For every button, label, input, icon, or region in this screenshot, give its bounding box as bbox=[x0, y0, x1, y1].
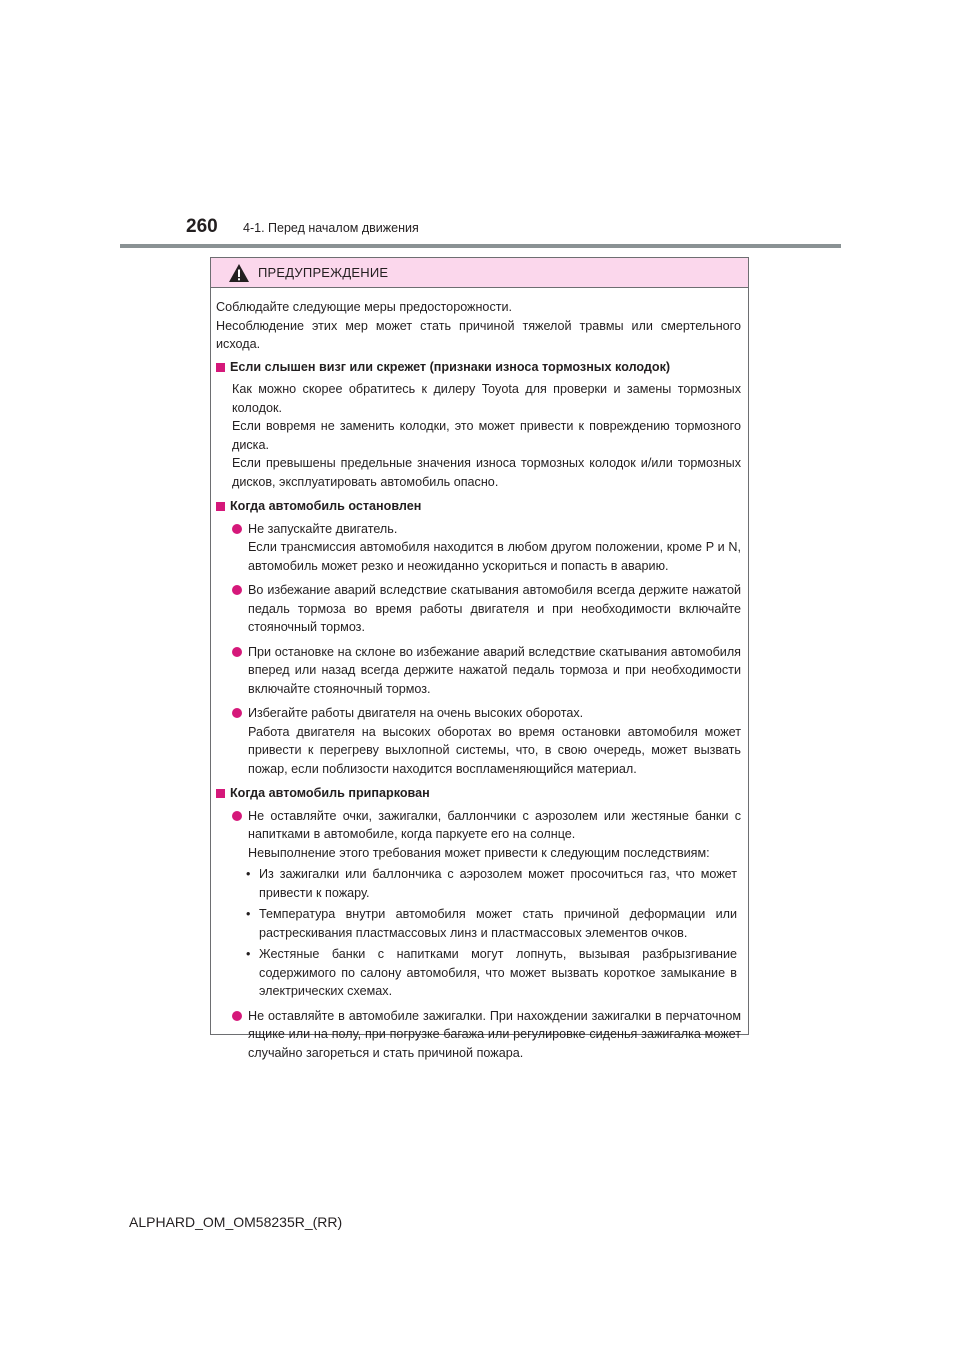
section-heading bbox=[216, 497, 741, 516]
list-item-text bbox=[248, 643, 741, 699]
header-rule bbox=[120, 244, 841, 248]
list-item-text bbox=[248, 520, 741, 576]
section-heading bbox=[216, 784, 741, 803]
intro-line: Соблюдайте следующие меры предосторожности. bbox=[216, 300, 513, 314]
section-heading-text: Когда автомобиль остановлен bbox=[230, 499, 422, 513]
paragraph: Если превышены предельные значения износа тормозных колодок и/или тормозных дисков, эксплуатировать автомобиль опасно. bbox=[232, 456, 741, 489]
paragraph: Не оставляйте очки, зажигалки, баллончики с аэрозолем или жестяные банки с напитками в автомобиле, когда паркуете его на солнце. bbox=[248, 808, 741, 841]
list-item bbox=[216, 520, 741, 576]
paragraph: Избегайте работы двигателя на очень высоких оборотах. bbox=[248, 706, 584, 720]
list-item-text bbox=[248, 1007, 741, 1063]
list-item bbox=[216, 807, 741, 863]
square-bullet-icon bbox=[216, 502, 225, 511]
intro-line: Несоблюдение этих мер может стать причиной тяжелой травмы или смертельного исхода. bbox=[216, 318, 741, 351]
paragraph: При остановке на склоне во избежание аварий вследствие скатывания автомобиля вперед или назад всегда держите нажатой педаль тормоза и при необходимости включайте стояночный тормоз. bbox=[248, 644, 741, 696]
square-bullet-icon bbox=[216, 789, 225, 798]
sub-list-item-text: Жестяные банки с напитками могут лопнуть, вызывая разбрызгивание содержимого по салону автомобиля, что может вызвать короткое замыкание в электрических схемах. bbox=[259, 947, 737, 998]
circle-bullet-icon bbox=[232, 811, 242, 821]
sub-list-item bbox=[216, 865, 741, 902]
circle-bullet-icon bbox=[232, 647, 242, 657]
list-item bbox=[216, 704, 741, 778]
paragraph: Как можно скорее обратитесь к дилеру Toyota для проверки и замены тормозных колодок. bbox=[232, 382, 741, 415]
paragraph: Не оставляйте в автомобиле зажигалки. При нахождении зажигалки в перчаточном ящике или на полу, при погрузке багажа или регулировке сиденья зажигалка может случайно загореться и стать причиной пожара. bbox=[248, 1008, 741, 1060]
circle-bullet-icon bbox=[232, 1011, 242, 1021]
section-text bbox=[216, 380, 741, 491]
section-heading-text: Если слышен визг или скрежет (признаки износа тормозных колодок) bbox=[230, 359, 671, 374]
sub-list-item bbox=[216, 945, 741, 1001]
circle-bullet-icon bbox=[232, 524, 242, 534]
circle-bullet-icon bbox=[232, 585, 242, 595]
sub-bullet-mark: • bbox=[246, 907, 251, 921]
sub-list-item-text: Температура внутри автомобиля может стать причиной деформации или растрескивания пластмассовых линз и пластмассовых элементов очков. bbox=[259, 907, 737, 940]
paragraph: Если трансмиссия автомобиля находится в любом другом положении, кроме P и N, автомобиль может резко и неожиданно ускориться и попасть в аварию. bbox=[248, 540, 741, 573]
paragraph: Если вовремя не заменить колодки, это может привести к повреждению тормозного диска. bbox=[232, 419, 741, 452]
sub-bullet-mark: • bbox=[246, 947, 251, 961]
circle-bullet-icon bbox=[232, 708, 242, 718]
paragraph: Работа двигателя на высоких оборотах во время остановки автомобиля может привести к перегреву выхлопной системы, что, в свою очередь, может вызвать пожар, если поблизости находится воспламеняющийся материал. bbox=[248, 724, 741, 776]
list-item bbox=[216, 643, 741, 699]
warning-title: ПРЕДУПРЕЖДЕНИЕ bbox=[258, 265, 389, 280]
sub-bullet-mark: • bbox=[246, 867, 251, 881]
sub-list-item-text: Из зажигалки или баллончика с аэрозолем может просочиться газ, что может привести к пожару. bbox=[259, 867, 737, 900]
section-heading-text: Когда автомобиль припаркован bbox=[230, 786, 430, 800]
paragraph: Не запускайте двигатель. bbox=[248, 521, 398, 536]
list-item bbox=[216, 581, 741, 637]
section-title: 4-1. Перед началом движения bbox=[243, 221, 419, 235]
warning-header bbox=[211, 258, 748, 288]
list-item-text bbox=[248, 581, 741, 637]
warning-box bbox=[210, 257, 749, 1060]
warning-triangle-icon bbox=[228, 263, 250, 283]
square-bullet-icon bbox=[216, 363, 225, 372]
warning-content bbox=[211, 288, 748, 1062]
section-heading bbox=[216, 358, 741, 377]
page-number: 260 bbox=[186, 216, 218, 237]
paragraph: Невыполнение этого требования может привести к следующим последствиям: bbox=[248, 845, 710, 860]
paragraph: Во избежание аварий вследствие скатывания автомобиля всегда держите нажатой педаль тормоза во время работы двигателя и при необходимости включайте стояночный тормоз. bbox=[248, 583, 741, 634]
list-item-text bbox=[248, 704, 741, 778]
footer-document-code: ALPHARD_OM_OM58235R_(RR) bbox=[129, 1214, 343, 1230]
sub-list-item bbox=[216, 905, 741, 942]
list-item bbox=[216, 1007, 741, 1063]
list-item-text bbox=[248, 807, 741, 863]
